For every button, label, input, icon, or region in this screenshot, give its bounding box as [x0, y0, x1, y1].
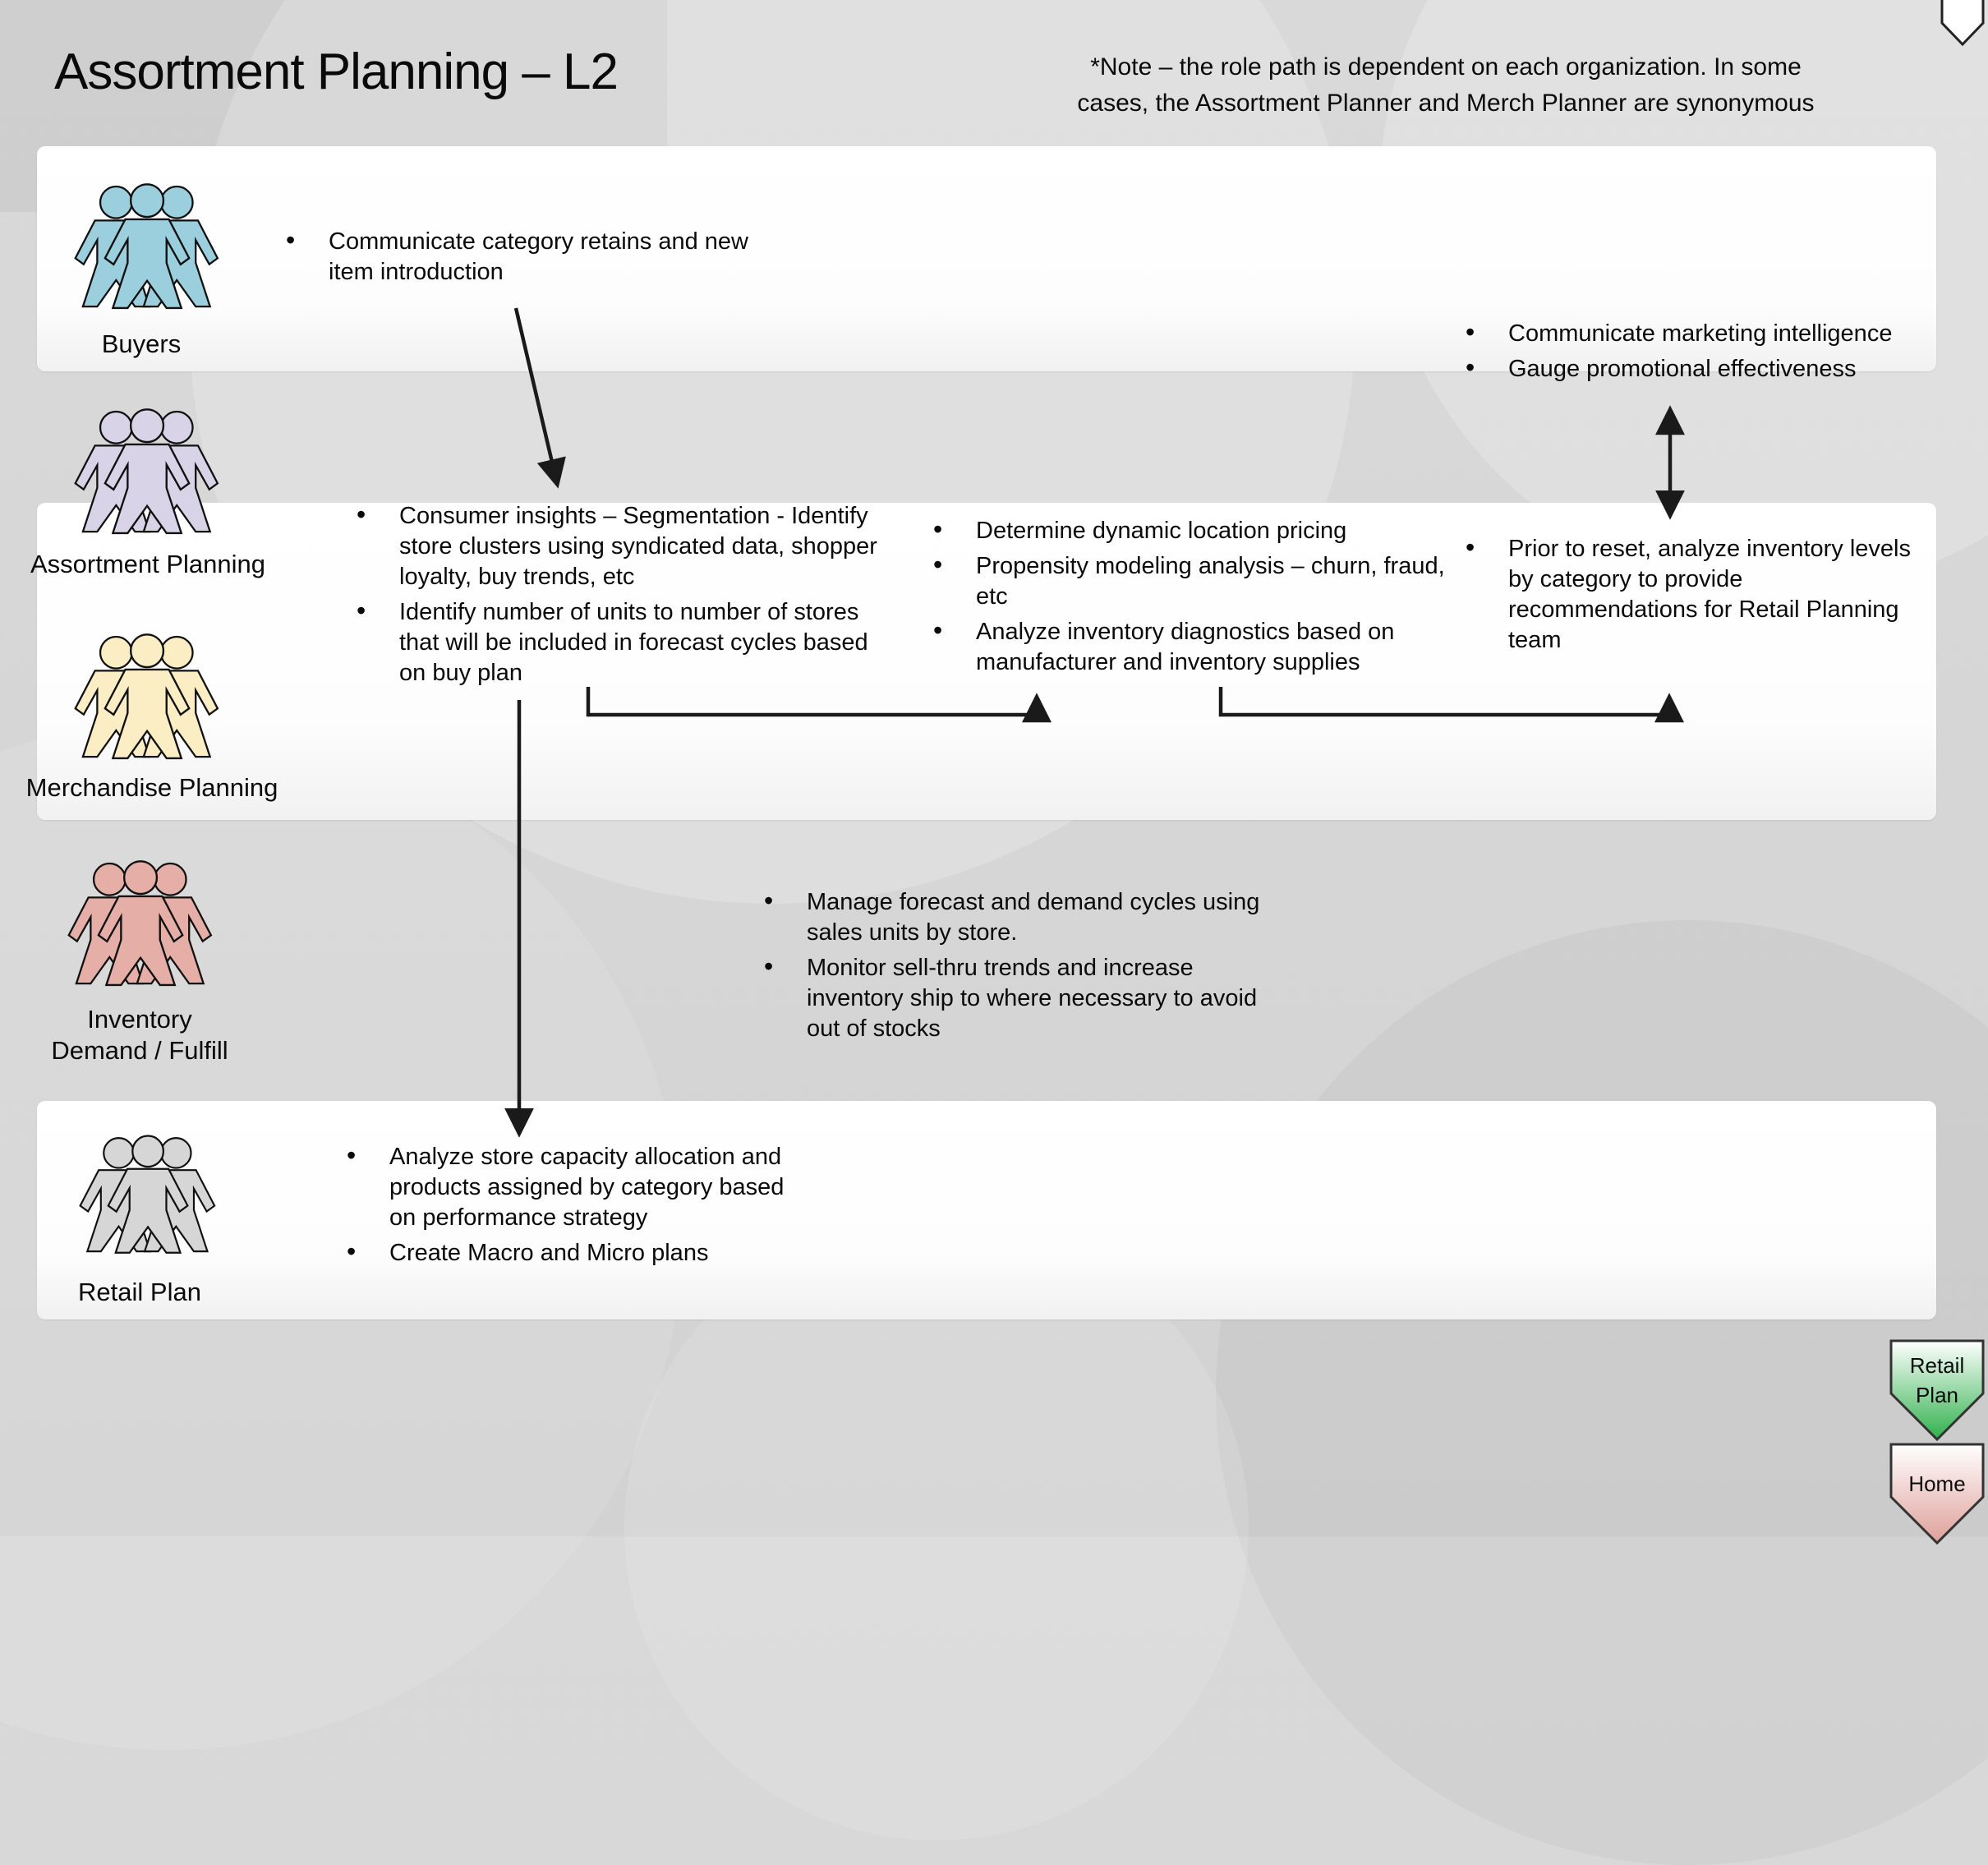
pricing-analysis-bullet-list: [928, 516, 1458, 683]
bullet-item: • Manage forecast and demand cycles using sales units by store.: [759, 887, 1272, 948]
retail-plan-nav-label-line1: Retail: [1909, 1353, 1965, 1378]
note-line1: *Note – the role path is dependent on each organization. In some: [1090, 53, 1802, 81]
assortment-bullet-list: [352, 501, 881, 693]
lane-label-inventory-demand-fulfill: [0, 1004, 279, 1066]
bullet-item: • Create Macro and Micro plans: [342, 1238, 806, 1269]
background-decoration: [1216, 920, 1988, 1865]
lane-label-merchandise-planning: Merchandise Planning: [25, 773, 278, 802]
bullet-item: • Determine dynamic location pricing: [928, 516, 1458, 546]
bullet-item: • Propensity modeling analysis – churn, fraud, etc: [928, 551, 1458, 612]
people-group-icon: [74, 404, 222, 541]
page-title: Assortment Planning – L2: [54, 44, 618, 100]
note-line2: cases, the Assortment Planner and Merch Planner are synonymous: [1077, 90, 1815, 117]
retail-plan-nav-button[interactable]: [1889, 1339, 1985, 1443]
bullet-item: • Analyze inventory diagnostics based on manufacturer and inventory supplies: [928, 617, 1458, 678]
bullet-item: • Consumer insights – Segmentation - Identify store clusters using syndicated data, shopper loyalty, buy trends, etc: [352, 501, 881, 592]
note-text: [1019, 49, 1873, 122]
marketing-bullet-list: [1461, 319, 1945, 389]
people-group-icon: [74, 179, 222, 315]
reset-analysis-bullet-list: [1461, 534, 1917, 661]
retail-plan-nav-label-line2: Plan: [1915, 1383, 1959, 1407]
bullet-item: • Analyze store capacity allocation and products assigned by category based on performance strategy: [342, 1142, 806, 1233]
bullet-item: • Identify number of units to number of stores that will be included in forecast cycles based on buy plan: [352, 597, 881, 688]
bullet-item: • Communicate marketing intelligence: [1461, 319, 1945, 349]
people-group-icon: [67, 856, 215, 992]
lane-band-retail-plan: [37, 1101, 1936, 1319]
lane-label-line1: Inventory: [87, 1005, 192, 1034]
retail-plan-bullet-list: [342, 1142, 806, 1273]
lane-label-line2: Demand / Fulfill: [51, 1036, 228, 1065]
buyers-bullet-list: [281, 227, 757, 292]
people-group-icon: [79, 1131, 219, 1260]
people-group-icon: [74, 629, 222, 766]
lane-label-retail-plan: Retail Plan: [78, 1278, 201, 1306]
lane-label-buyers: Buyers: [101, 329, 182, 358]
lane-label-assortment-planning: Assortment Planning: [30, 550, 266, 578]
bullet-item: • Communicate category retains and new item introduction: [281, 227, 757, 288]
bullet-item: • Monitor sell-thru trends and increase inventory ship to where necessary to avoid out of stocks: [759, 953, 1272, 1044]
bullet-item: • Prior to reset, analyze inventory levels by category to provide recommendations for Retail Planning team: [1461, 534, 1917, 656]
corner-arrow-icon[interactable]: [1940, 0, 1986, 48]
home-nav-label: Home: [1908, 1471, 1966, 1496]
inventory-bullet-list: [759, 887, 1272, 1049]
home-nav-button[interactable]: [1889, 1443, 1985, 1546]
bullet-item: • Gauge promotional effectiveness: [1461, 354, 1945, 385]
